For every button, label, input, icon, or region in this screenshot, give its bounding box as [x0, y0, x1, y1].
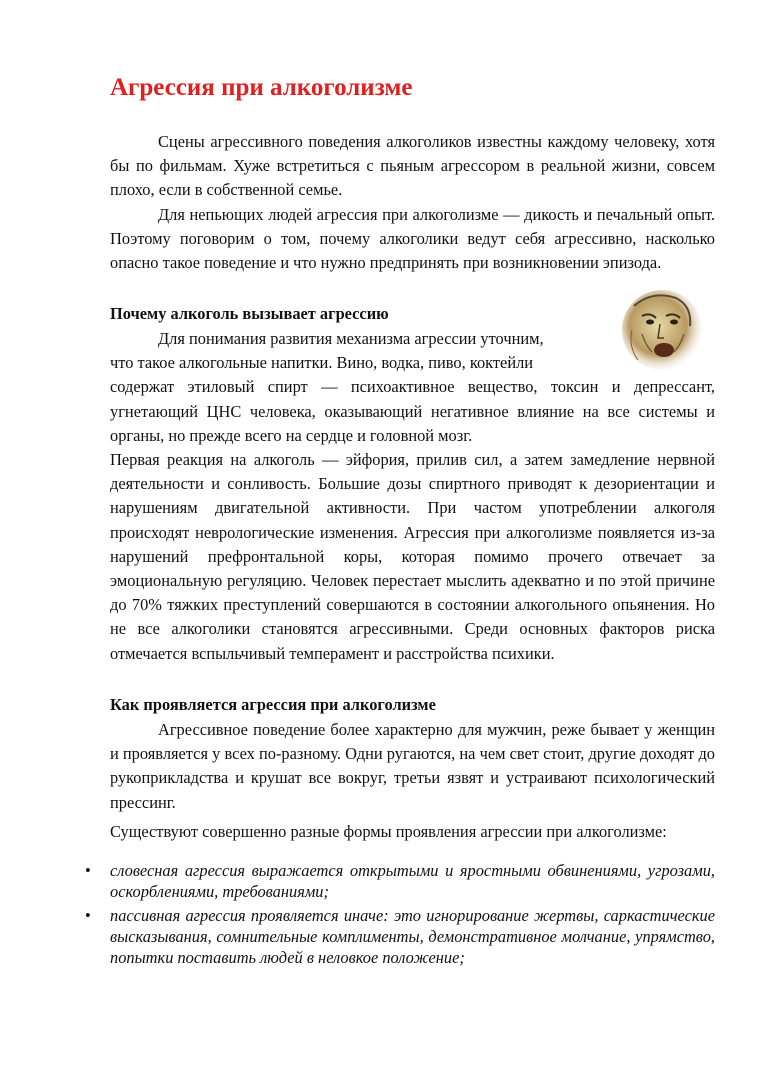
section1-body	[110, 327, 715, 666]
section1-paragraph-1-line-1: Для понимания развития механизма агрессии уточним,	[158, 329, 544, 348]
intro-paragraph-1: Сцены агрессивного поведения алкоголиков известны каждому человеку, хотя бы по фильмам. Хуже встретиться с пьяным агрессором в реальной жизни, совсем плохо, если в собственной семье.	[110, 132, 715, 200]
list-item	[85, 905, 715, 968]
section2-paragraph-1: Агрессивное поведение более характерно для мужчин, реже бывает у женщин и проявляется у всех по-разному. Одни ругаются, на чем свет стоит, другие доходят до рукоприкладства и крушат все вокруг, третьи язвят и устраивают психологический прессинг.	[110, 720, 715, 812]
section-heading-how: Как проявляется агрессия при алкоголизме	[110, 695, 436, 714]
section1-paragraph-1-rest: содержат этиловый спирт — психоактивное вещество, токсин и депрессант, угнетающий ЦНС человека, оказывающий негативное влияние на все системы и органы, но прежде всего на сердце и головной мозг.	[110, 377, 715, 445]
section2-body	[110, 718, 715, 842]
list-item-text: словесная агрессия выражается открытыми и яростными обвинениями, угрозами, оскорблениями, требованиями;	[110, 861, 715, 901]
page-title: Агрессия при алкоголизме	[110, 74, 413, 101]
section1-paragraph-2: Первая реакция на алкоголь — эйфория, прилив сил, а затем замедление нервной деятельности и сонливость. Большие дозы спиртного приводят к дезориентации и нарушениям двигательной активности. При частом употреблении алкоголя происходят неврологические изменения. Агрессия при алкоголизме появляется из-за нарушений префронтальной коры, которая помимо прочего отвечает за эмоциональную регуляцию. Человек перестает мыслить адекватно и по этой причине до 70% тяжких преступлений совершаются в состоянии алкогольного опьянения. Но не все алкоголики становятся агрессивными. Среди основных факторов риска отмечается вспыльчивый темперамент и расстройства психики.	[110, 450, 715, 663]
bullet-icon: •	[85, 906, 91, 925]
list-item-text: пассивная агрессия проявляется иначе: это игнорирование жертвы, саркастические высказывания, сомнительные комплименты, демонстративное молчание, упрямство, попытки поставить людей в неловкое положение;	[110, 906, 715, 967]
intro-block	[110, 130, 715, 275]
bullet-icon: •	[85, 861, 91, 880]
intro-paragraph-2: Для непьющих людей агрессия при алкоголизме — дикость и печальный опыт. Поэтому поговорим о том, почему алкоголики ведут себя агрессивно, насколько опасно такое поведение и что нужно предпринять при возникновении эпизода.	[110, 204, 715, 273]
section1-paragraph-1-line-2: что такое алкогольные напитки. Вино, водка, пиво, коктейли	[110, 353, 534, 373]
aggression-forms-list	[85, 860, 715, 971]
section2-paragraph-2: Существуют совершенно разные формы проявления агрессии при алкоголизме:	[110, 821, 667, 841]
section-heading-why: Почему алкоголь вызывает агрессию	[110, 304, 389, 323]
list-item	[85, 860, 715, 902]
